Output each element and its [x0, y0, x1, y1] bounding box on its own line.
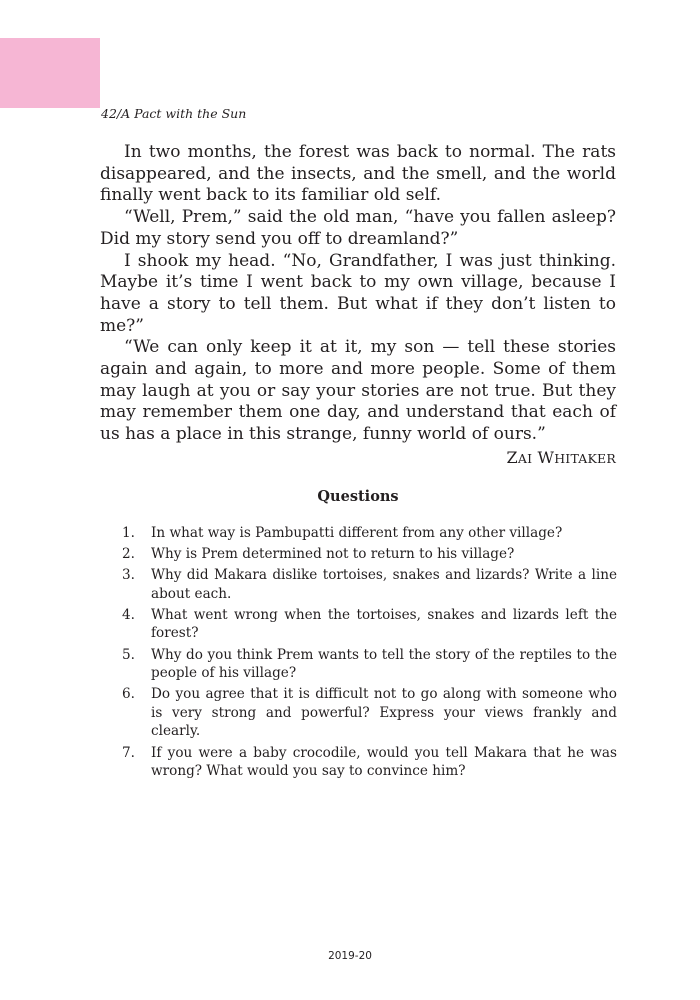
question-item [122, 566, 617, 603]
questions-heading: Questions [317, 488, 399, 505]
story-text [100, 142, 616, 446]
question-text: Why do you think Prem wants to tell the story of the reptiles to the people of his village? [151, 646, 617, 682]
question-item [122, 744, 617, 781]
running-head: 42/A Pact with the Sun [101, 106, 247, 121]
page-footer: 2019-20 [328, 950, 372, 962]
question-item [122, 545, 617, 564]
question-number: 1. [122, 525, 135, 541]
author-initial: Z [506, 448, 518, 467]
question-number: 6. [122, 686, 135, 703]
story-paragraph: In two months, the forest was back to normal. The rats disappeared, and the insects, and the smell, and the world finally went back to its familiar old self. [100, 142, 616, 206]
story-paragraph: “Well, Prem,” said the old man, “have you fallen asleep? Did my story send you off to dreamland?” [100, 207, 616, 249]
story-paragraph: “We can only keep it at it, my son — tell these stories again and again, to more and more people. Some of them may laugh at you or say your stories are not true. But they may remember them one day, and understand that each of us has a place in this strange, funny world of ours.” [100, 337, 616, 445]
question-item [122, 606, 617, 643]
author-initial: W [537, 448, 555, 467]
question-text: Do you agree that it is difficult not to go along with someone who is very strong and powerful? Express your views frankly and clearly. [151, 686, 617, 740]
story-paragraph: I shook my head. “No, Grandfather, I was just thinking. Maybe it’s time I went back to my own village, because I have a story to tell them. But what if they don’t listen to me?” [100, 250, 616, 336]
question-text: What went wrong when the tortoises, snakes and lizards left the forest? [151, 606, 617, 642]
author-small-caps: AI [517, 451, 533, 466]
question-text: Why did Makara dislike tortoises, snakes and lizards? Write a line about each. [151, 567, 617, 602]
question-number: 7. [122, 744, 135, 761]
question-item [122, 524, 617, 543]
questions-list [122, 524, 617, 783]
author-name [100, 448, 616, 467]
author-small-caps: HITAKER [554, 451, 616, 466]
question-item [122, 646, 617, 683]
corner-color-block [0, 38, 100, 108]
question-text: In what way is Pambupatti different from any other village? [151, 525, 563, 541]
question-text: Why is Prem determined not to return to his village? [151, 546, 515, 563]
question-number: 2. [122, 546, 135, 563]
question-number: 4. [122, 606, 135, 623]
question-number: 5. [122, 646, 135, 663]
question-text: If you were a baby crocodile, would you tell Makara that he was wrong? What would you say to convince him? [151, 744, 617, 780]
question-item [122, 685, 617, 741]
question-number: 3. [122, 567, 135, 584]
